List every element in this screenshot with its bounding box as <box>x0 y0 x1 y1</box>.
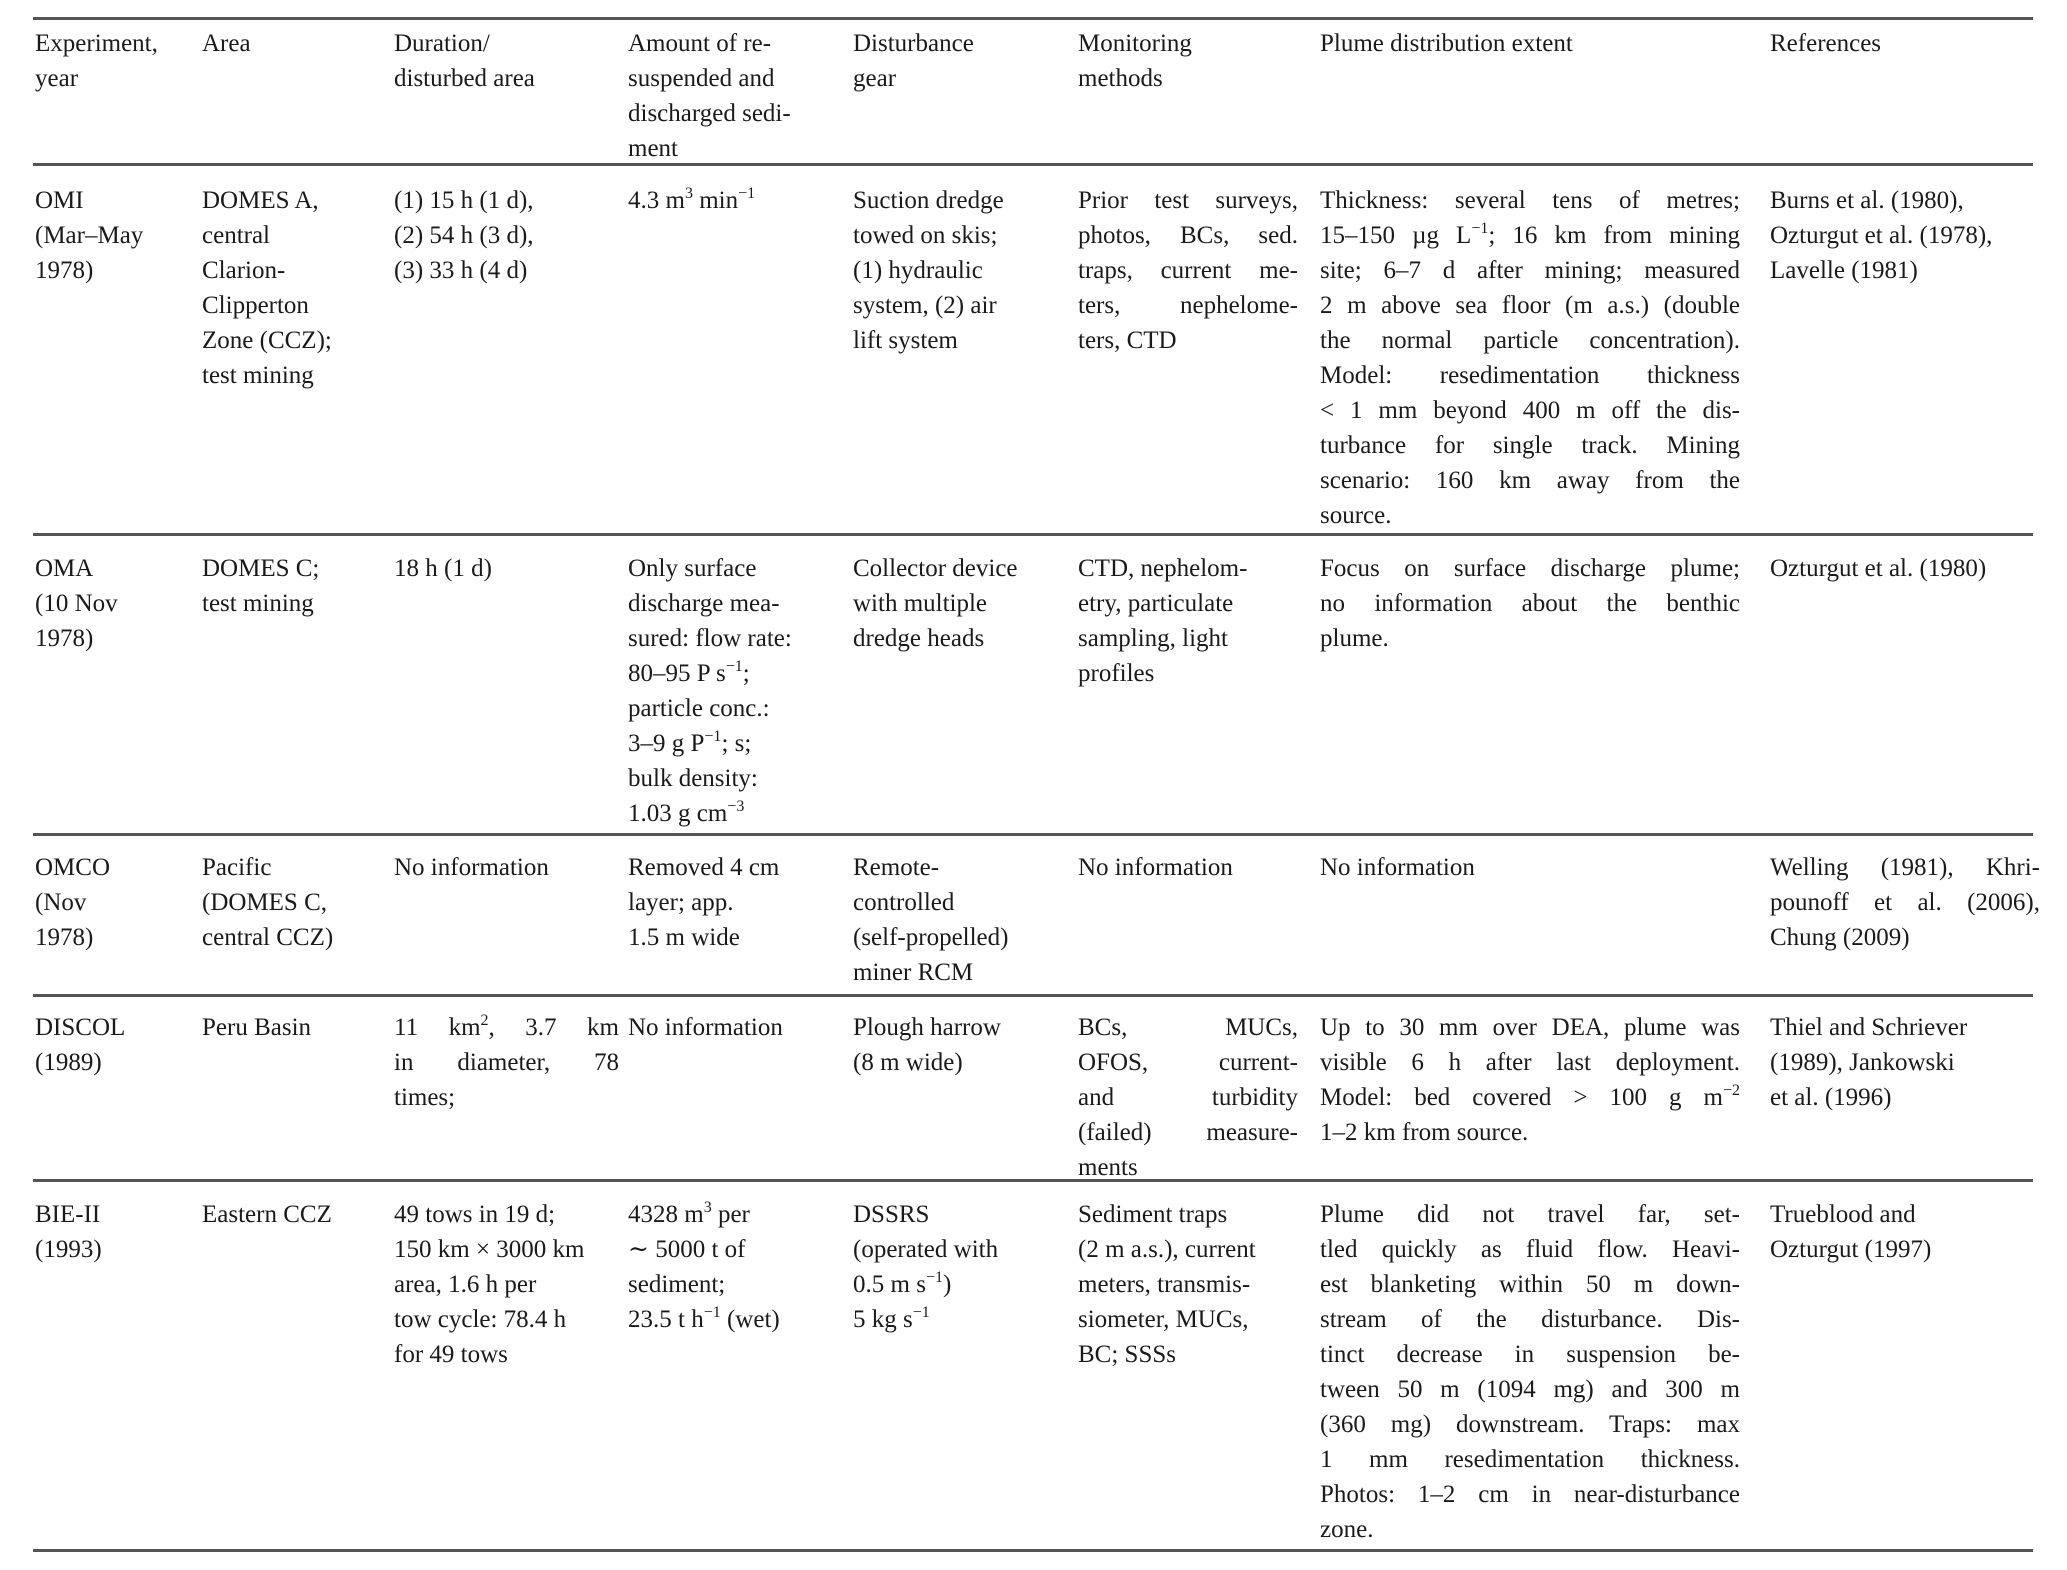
superscript: −1 <box>703 1304 721 1321</box>
cell-line: profiles <box>1078 660 1155 687</box>
cell-line: No information <box>1078 854 1233 881</box>
references-cell <box>1770 183 2040 288</box>
experiment-cell <box>35 551 195 656</box>
cell-line: central <box>202 222 271 249</box>
cell-line: year <box>35 65 79 92</box>
cell-line: test mining <box>202 590 314 617</box>
monitoring-cell <box>1078 551 1298 691</box>
cell-line: controlled <box>853 889 955 916</box>
cell-line: Photos: 1–2 cm in near-disturbance <box>1320 1481 1740 1508</box>
cell-line: site; 6–7 d after mining; measured <box>1320 257 1740 284</box>
superscript: −1 <box>1471 220 1489 237</box>
cell-line: Remote- <box>853 854 940 881</box>
cell-line: 3–9 g $P^{-1}$; s; <box>628 728 752 757</box>
cell-line: suspended and <box>628 65 775 92</box>
column-header <box>394 26 619 96</box>
amount-cell <box>628 850 843 955</box>
cell-line: 1.5 m wide <box>628 924 740 951</box>
cell-line: (1) hydraulic <box>853 257 983 284</box>
amount-cell <box>628 1010 843 1045</box>
references-cell <box>1770 1010 2040 1115</box>
cell-line: sediment; <box>628 1271 726 1298</box>
cell-line: 1.03 g $cm^{-3}$ <box>628 798 745 827</box>
superscript: −1 <box>704 728 722 745</box>
gear-cell <box>853 551 1068 656</box>
cell-line: Plume distribution extent <box>1320 30 1573 57</box>
cell-line: (DOMES C, <box>202 889 328 916</box>
cell-line: Area <box>202 30 251 57</box>
cell-line: < 1 mm beyond 400 m off the dis- <box>1320 397 1740 424</box>
row-rule <box>33 1179 2033 1182</box>
cell-line: Lavelle (1981) <box>1770 257 1918 284</box>
cell-line: BCs, MUCs, <box>1078 1014 1298 1041</box>
monitoring-cell <box>1078 183 1298 358</box>
cell-line: 1978) <box>35 924 94 951</box>
cell-line: (3) 33 h (4 d) <box>394 257 528 284</box>
cell-line: in diameter, 78 <box>394 1049 619 1076</box>
cell-line: 4328 $m^3$ per <box>628 1199 750 1228</box>
cell-line: Clarion- <box>202 257 286 284</box>
cell-line: 15–150 µg $L^{-1}$; 16 km from mining <box>1320 220 1740 249</box>
cell-line: 80–95 P $s^{-1}$; <box>628 658 750 687</box>
cell-line: 150 km × 3000 km <box>394 1236 585 1263</box>
cell-line: turbance for single track. Mining <box>1320 432 1740 459</box>
cell-line: visible 6 h after last deployment. <box>1320 1049 1740 1076</box>
amount-cell <box>628 1197 843 1337</box>
cell-line: 4.3 $m^3$ $\min^{-1}$ <box>628 185 756 214</box>
cell-line: plume. <box>1320 625 1389 652</box>
superscript: 3 <box>684 185 693 202</box>
cell-line: No information <box>394 854 549 881</box>
cell-line: siometer, MUCs, <box>1078 1306 1249 1333</box>
cell-line: no information about the benthic <box>1320 590 1740 617</box>
cell-line: (Nov <box>35 889 87 916</box>
cell-line: (2) 54 h (3 d), <box>394 222 534 249</box>
gear-cell <box>853 183 1068 358</box>
cell-line: est blanketing within 50 m down- <box>1320 1271 1740 1298</box>
cell-line: (360 mg) downstream. Traps: max <box>1320 1411 1740 1438</box>
cell-line: Thiel and Schriever <box>1770 1014 1968 1041</box>
cell-line: References <box>1770 30 1882 57</box>
cell-line: (1) 15 h (1 d), <box>394 187 534 214</box>
duration-cell <box>394 850 619 885</box>
cell-line: the normal particle concentration). <box>1320 327 1740 354</box>
cell-line: meters, transmis- <box>1078 1271 1251 1298</box>
cell-line: layer; app. <box>628 889 734 916</box>
superscript: 3 <box>703 1199 712 1216</box>
cell-line: (failed) measure- <box>1078 1119 1298 1146</box>
header-rule <box>33 163 2033 166</box>
cell-line: traps, current me- <box>1078 257 1298 284</box>
cell-line: Peru Basin <box>202 1014 312 1041</box>
column-header <box>202 26 382 61</box>
cell-line: Clipperton <box>202 292 309 319</box>
cell-line: Thickness: several tens of metres; <box>1320 187 1740 214</box>
area-cell <box>202 1197 382 1232</box>
cell-line: 0.5 m $s^{-1}$) <box>853 1269 952 1298</box>
superscript: −1 <box>912 1304 930 1321</box>
cell-line: sured: flow rate: <box>628 625 792 652</box>
experiment-cell <box>35 183 195 288</box>
gear-cell <box>853 850 1068 990</box>
plume-cell <box>1320 1197 1740 1547</box>
cell-line: Trueblood and <box>1770 1201 1916 1228</box>
area-cell <box>202 1010 382 1045</box>
references-cell <box>1770 850 2040 955</box>
cell-line: bulk density: <box>628 765 758 792</box>
cell-line: (Mar–May <box>35 222 144 249</box>
cell-line: 49 tows in 19 d; <box>394 1201 556 1228</box>
cell-line: Only surface <box>628 555 757 582</box>
cell-line: (2 m a.s.), current <box>1078 1236 1256 1263</box>
monitoring-cell <box>1078 850 1298 885</box>
area-cell <box>202 183 382 393</box>
row-rule <box>33 533 2033 536</box>
cell-line: Experiment, <box>35 30 158 57</box>
cell-line: disturbed area <box>394 65 535 92</box>
amount-cell <box>628 183 843 218</box>
cell-line: with multiple <box>853 590 988 617</box>
experiment-cell <box>35 1010 195 1080</box>
cell-line: miner RCM <box>853 959 974 986</box>
cell-line: et al. (1996) <box>1770 1084 1892 1111</box>
cell-line: lift system <box>853 327 958 354</box>
cell-line: BC; SSSs <box>1078 1341 1176 1368</box>
cell-line: Disturbance <box>853 30 974 57</box>
cell-line: Monitoring <box>1078 30 1192 57</box>
cell-line: scenario: 160 km away from the <box>1320 467 1740 494</box>
superscript: −2 <box>1722 1082 1740 1099</box>
cell-line: Suction dredge <box>853 187 1004 214</box>
cell-line: stream of the disturbance. Dis- <box>1320 1306 1740 1333</box>
cell-line: tween 50 m (1094 mg) and 300 m <box>1320 1376 1740 1403</box>
superscript: 2 <box>480 1012 489 1029</box>
cell-line: tinct decrease in suspension be- <box>1320 1341 1740 1368</box>
top-rule <box>33 17 2033 20</box>
cell-line: Chung (2009) <box>1770 924 1910 951</box>
cell-line: Ozturgut et al. (1978), <box>1770 222 1993 249</box>
cell-line: towed on skis; <box>853 222 998 249</box>
superscript: −1 <box>925 1269 943 1286</box>
amount-cell <box>628 551 843 831</box>
plume-cell <box>1320 551 1740 656</box>
column-header <box>1770 26 2040 61</box>
cell-line: and turbidity <box>1078 1084 1298 1111</box>
column-header <box>853 26 1068 96</box>
gear-cell <box>853 1010 1068 1080</box>
cell-line: Sediment traps <box>1078 1201 1228 1228</box>
cell-line: 5 kg $s^{-1}$ <box>853 1304 930 1333</box>
cell-line: Ozturgut (1997) <box>1770 1236 1932 1263</box>
cell-line: times; <box>394 1084 456 1111</box>
cell-line: methods <box>1078 65 1163 92</box>
cell-line: Ozturgut et al. (1980) <box>1770 555 1987 582</box>
plume-cell <box>1320 1010 1740 1150</box>
monitoring-cell <box>1078 1010 1298 1185</box>
superscript: −1 <box>738 185 756 202</box>
column-header <box>35 26 195 96</box>
cell-line: gear <box>853 65 897 92</box>
cell-line: sampling, light <box>1078 625 1228 652</box>
cell-line: (1989) <box>35 1049 102 1076</box>
cell-line: DOMES A, <box>202 187 319 214</box>
cell-line: CTD, nephelom- <box>1078 555 1248 582</box>
cell-line: OFOS, current- <box>1078 1049 1298 1076</box>
cell-line: Model: resedimentation thickness <box>1320 362 1740 389</box>
cell-line: Pacific <box>202 854 272 881</box>
bottom-rule <box>33 1549 2033 1552</box>
monitoring-cell <box>1078 1197 1298 1372</box>
cell-line: Removed 4 cm <box>628 854 780 881</box>
cell-line: Welling (1981), Khri- <box>1770 854 2040 881</box>
cell-line: for 49 tows <box>394 1341 508 1368</box>
row-rule <box>33 833 2033 836</box>
duration-cell <box>394 551 619 586</box>
plume-cell <box>1320 183 1740 533</box>
cell-line: No information <box>628 1014 783 1041</box>
references-cell <box>1770 551 2040 586</box>
cell-line: (self-propelled) <box>853 924 1009 951</box>
cell-line: central CCZ) <box>202 924 334 951</box>
cell-line: test mining <box>202 362 314 389</box>
cell-line: Zone (CCZ); <box>202 327 332 354</box>
cell-line: (operated with <box>853 1236 999 1263</box>
cell-line: dredge heads <box>853 625 985 652</box>
cell-line: No information <box>1320 854 1475 881</box>
cell-line: 18 h (1 d) <box>394 555 492 582</box>
superscript: −3 <box>727 798 745 815</box>
cell-line: Focus on surface discharge plume; <box>1320 555 1740 582</box>
cell-line: DISCOL <box>35 1014 126 1041</box>
cell-line: etry, particulate <box>1078 590 1234 617</box>
cell-line: tled quickly as fluid flow. Heavi- <box>1320 1236 1740 1263</box>
cell-line: 1978) <box>35 257 94 284</box>
cell-line: Burns et al. (1980), <box>1770 187 1964 214</box>
cell-line: discharged sedi- <box>628 100 791 127</box>
cell-line: Model: bed covered > 100 g $m^{-2}$ <box>1320 1082 1740 1111</box>
cell-line: 1 mm resedimentation thickness. <box>1320 1446 1740 1473</box>
cell-line: Collector device <box>853 555 1018 582</box>
experiment-cell <box>35 850 195 955</box>
cell-line: ments <box>1078 1154 1138 1181</box>
cell-line: (10 Nov <box>35 590 118 617</box>
cell-line: particle conc.: <box>628 695 770 722</box>
plume-cell <box>1320 850 1740 885</box>
cell-line: source. <box>1320 502 1392 529</box>
cell-line: 1978) <box>35 625 94 652</box>
cell-line: Plough harrow <box>853 1014 1001 1041</box>
cell-line: (1993) <box>35 1236 102 1263</box>
cell-line: Amount of re- <box>628 30 772 57</box>
cell-line: Plume did not travel far, set- <box>1320 1201 1740 1228</box>
area-cell <box>202 850 382 955</box>
column-header <box>1078 26 1298 96</box>
duration-cell <box>394 1010 619 1115</box>
cell-line: ∼ 5000 t of <box>628 1236 746 1263</box>
cell-line: Duration/ <box>394 30 490 57</box>
cell-line: (8 m wide) <box>853 1049 963 1076</box>
column-header <box>1320 26 1740 61</box>
cell-line: system, (2) air <box>853 292 997 319</box>
cell-line: ters, CTD <box>1078 327 1177 354</box>
cell-line: 11 $km^2$, 3.7 km <box>394 1012 619 1041</box>
cell-line: DSSRS <box>853 1201 930 1228</box>
row-rule <box>33 994 2033 997</box>
cell-line: discharge mea- <box>628 590 780 617</box>
cell-line: Prior test surveys, <box>1078 187 1298 214</box>
cell-line: photos, BCs, sed. <box>1078 222 1298 249</box>
superscript: −1 <box>725 658 743 675</box>
cell-line: Up to 30 mm over DEA, plume was <box>1320 1014 1740 1041</box>
cell-line: area, 1.6 h per <box>394 1271 537 1298</box>
gear-cell <box>853 1197 1068 1337</box>
cell-line: ters, nephelome- <box>1078 292 1298 319</box>
cell-line: ment <box>628 135 678 162</box>
cell-line: OMA <box>35 555 94 582</box>
cell-line: tow cycle: 78.4 h <box>394 1306 567 1333</box>
cell-line: OMI <box>35 187 84 214</box>
duration-cell <box>394 183 619 288</box>
cell-line: 23.5 t $h^{-1}$ (wet) <box>628 1304 780 1333</box>
cell-line: (1989), Jankowski <box>1770 1049 1955 1076</box>
cell-line: pounoff et al. (2006), <box>1770 889 2040 916</box>
cell-line: 2 m above sea floor (m a.s.) (double <box>1320 292 1740 319</box>
cell-line: zone. <box>1320 1516 1374 1543</box>
area-cell <box>202 551 382 621</box>
cell-line: OMCO <box>35 854 111 881</box>
duration-cell <box>394 1197 619 1372</box>
column-header <box>628 26 843 166</box>
cell-line: DOMES C; <box>202 555 320 582</box>
cell-line: BIE-II <box>35 1201 101 1228</box>
cell-line: 1–2 km from source. <box>1320 1119 1529 1146</box>
references-cell <box>1770 1197 2040 1267</box>
experiment-cell <box>35 1197 195 1267</box>
cell-line: Eastern CCZ <box>202 1201 332 1228</box>
